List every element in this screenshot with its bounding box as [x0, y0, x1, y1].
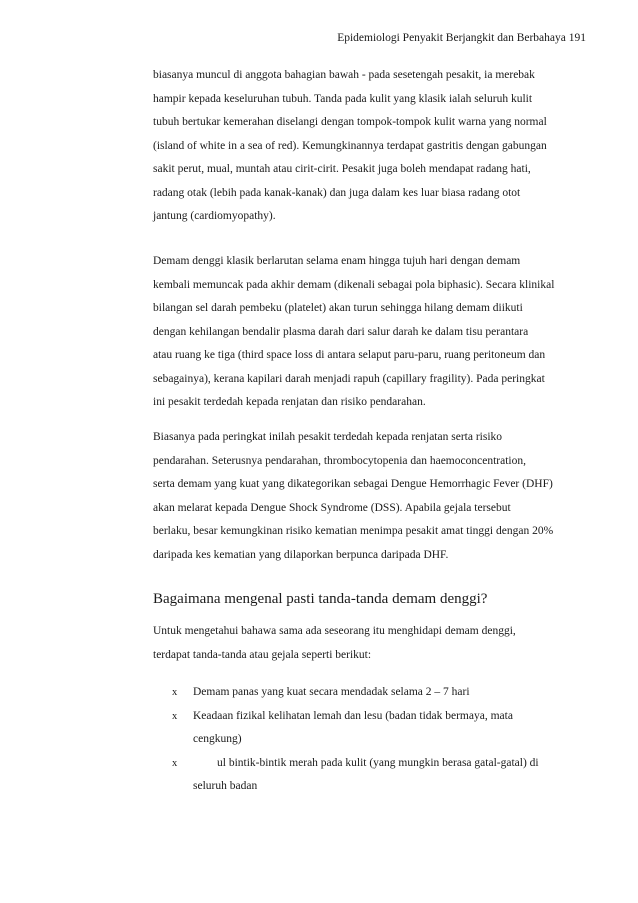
bullet-marker: x [172, 710, 178, 722]
symptom-list [153, 681, 539, 799]
paragraph-shock-syndrome [153, 426, 553, 567]
text-line: bilangan sel darah pembeku (platelet) akan turun sehingga hilang demam diikuti [153, 302, 523, 314]
text-line: dengan kehilangan bendalir plasma darah dari salur darah ke dalam tisu perantara [153, 325, 529, 338]
text-line: daripada kes kematian yang dilaporkan berpunca daripada DHF. [153, 548, 449, 561]
text-line: Biasanya pada peringkat inilah pesakit terdedah kepada renjatan serta risiko [153, 431, 503, 443]
text-line: berlaku, besar kemungkinan risiko kematian menimpa pesakit amat tinggi dengan 20% [153, 525, 554, 537]
text-line: atau ruang ke tiga (third space loss di antara selaput paru-paru, ruang peritoneum dan [153, 349, 546, 361]
bullet-marker: x [172, 687, 178, 698]
text-line: biasanya muncul di anggota bahagian bawah - pada sesetengah pesakit, ia merebak [153, 69, 535, 81]
list-item-text [153, 681, 539, 705]
text-line: terdapat tanda-tanda atau gejala seperti berikut: [153, 648, 372, 661]
bullet-marker: x [172, 757, 178, 769]
list-item-text [153, 705, 539, 752]
text-line: radang otak (lebih pada kanak-kanak) dan juga dalam kes luar biasa radang otot [153, 186, 521, 199]
text-fragment: ul bintik-bintik merah pada kulit (yang mungkin berasa gatal-gatal) di [217, 756, 539, 769]
text-line: Demam denggi klasik berlarutan selama enam hingga tujuh hari dengan demam [153, 255, 521, 267]
text-line [193, 752, 539, 776]
text-line: (island of white in a sea of red). Kemungkinannya terdapat gastritis dengan gabungan [153, 139, 547, 152]
text-line: serta demam yang kuat yang dikategorikan sebagai Dengue Hemorrhagic Fever (DHF) [153, 478, 553, 490]
text-line: sakit perut, mual, muntah atau cirit-cirit. Pesakit juga boleh mendapat radang hati, [153, 163, 531, 175]
running-header: Epidemiologi Penyakit Berjangkit dan Berbahaya 191 [337, 32, 586, 44]
text-line: Untuk mengetahui bahawa sama ada seseorang itu menghidapi demam denggi, [153, 625, 516, 637]
list-item [153, 681, 539, 705]
text-line: Keadaan fizikal kelihatan lemah dan lesu (badan tidak bermaya, mata [193, 709, 513, 722]
text-line: hampir kepada keseluruhan tubuh. Tanda pada kulit yang klasik ialah seluruh kulit [153, 92, 533, 105]
text-line: tubuh bertukar kemerahan diselangi dengan tompok-tompok kulit warna yang normal [153, 116, 547, 128]
text-line: Demam panas yang kuat secara mendadak selama 2 – 7 hari [193, 686, 470, 698]
text-line: jantung (cardiomyopathy). [153, 210, 276, 222]
paragraph-symptoms-rash [153, 64, 547, 229]
section-heading: Bagaimana mengenal pasti tanda-tanda demam denggi? [153, 591, 488, 607]
list-item [153, 752, 539, 799]
paragraph-classic-dengue [153, 250, 554, 415]
text-line: ini pesakit terdedah kepada renjatan dan risiko pendarahan. [153, 396, 426, 408]
text-line: seluruh badan [193, 780, 258, 792]
text-line: akan melarat kepada Dengue Shock Syndrome (DSS). Apabila gejala tersebut [153, 501, 511, 514]
text-line: cengkung) [193, 733, 242, 745]
paragraph-section-intro [153, 620, 516, 667]
text-line: pendarahan. Seterusnya pendarahan, thrombocytopenia dan haemoconcentration, [153, 454, 526, 467]
list-item-text [153, 752, 539, 799]
list-item [153, 705, 539, 752]
text-line: sebagainya), kerana kapilari darah menjadi rapuh (capillary fragility). Pada peringkat [153, 372, 545, 385]
text-line: kembali memuncak pada akhir demam (dikenali sebagai pola biphasic). Secara klinikal [153, 278, 555, 291]
